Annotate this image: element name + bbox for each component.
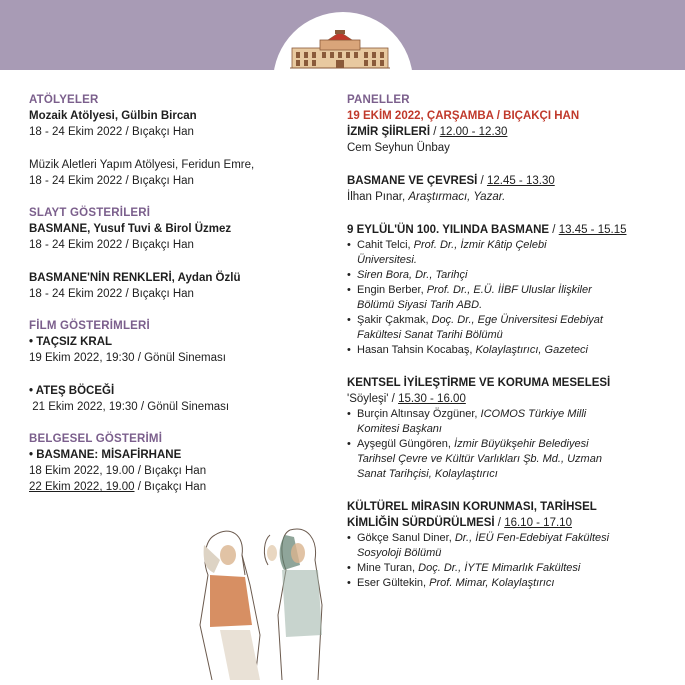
session-3-title: 9 EYLÜL'ÜN 100. YILINDA BASMANE (347, 224, 550, 236)
session-5-title-1: KÜLTÜREL MİRASIN KORUNMASI, TARİHSEL (347, 501, 597, 513)
speaker-berber: • Engin Berber, Prof. Dr., E.Ü. İİBF Uluslar İlişkiler Bölümü Siyasi Tarih ABD. (347, 284, 592, 311)
slayt-2-date: 18 - 24 Ekim 2022 / Bıçakçı Han (29, 288, 194, 300)
session-5-title-2: KİMLİĞİN SÜRDÜRÜLMESİ (347, 517, 495, 529)
session-4-sub: 'Söyleşi' / 15.30 - 16.00 (347, 393, 466, 405)
film-1-name: • TAÇSIZ KRAL (29, 336, 113, 348)
slayt-1-date: 18 - 24 Ekim 2022 / Bıçakçı Han (29, 239, 194, 251)
speaker-ozguner: • Burçin Altınsay Özgüner, ICOMOS Türkiye Milli Komitesi Başkanı (347, 408, 587, 435)
belgesel-date-2: 22 Ekim 2022, 19.00 / Bıçakçı Han (29, 481, 207, 493)
session-1-speaker: Cem Seyhun Ünbay (347, 142, 450, 154)
speaker-gungoren: • Ayşegül Güngören, İzmir Büyükşehir Belediyesi Tarihsel Çevre ve Kültür Varlıkları Şb. Md., Uzman Sanat Tarihçisi, Kolaylaştırıcı (347, 438, 602, 480)
session-3-time: 13.45 - 15.15 (558, 224, 627, 236)
speaker-telci: • Cahit Telci, Prof. Dr., İzmir Kâtip Çelebi Üniversitesi. (347, 239, 547, 266)
atolye-1-date: 18 - 24 Ekim 2022 / Bıçakçı Han (29, 126, 194, 138)
session-1: İZMİR ŞİİRLERİ / 12.00 - 12.30 Cem Seyhun Ünbay (347, 124, 667, 156)
belgesel-title: BELGESEL GÖSTERİMİ (29, 433, 163, 445)
slayt-2-name: BASMANE'NİN RENKLERİ, Aydan Özlü (29, 272, 241, 284)
slayt-1-name: BASMANE, Yusuf Tuvi & Birol Üzmez (29, 223, 232, 235)
speaker-cakmak: • Şakir Çakmak, Doç. Dr., Ege Üniversitesi Edebiyat Fakültesi Sanat Tarihi Bölümü (347, 314, 603, 341)
atolyeler-title: ATÖLYELER (29, 94, 99, 106)
speaker-turan: • Mine Turan, Doç. Dr., İYTE Mimarlık Fakültesi (347, 562, 581, 574)
session-3: 9 EYLÜL'ÜN 100. YILINDA BASMANE / 13.45 - 15.15 • Cahit Telci, Prof. Dr., İzmir Kâtip Çelebi Üniversitesi. • Siren Bora, Dr., Tarihçi • Engin Berber, Prof. Dr., E.Ü. İİBF Uluslar İlişkiler Bölümü Siyasi Tarih ABD. • Şakir Çakmak, Doç. Dr., Ege Üniversitesi Edebiyat Fakültesi Sanat Tarihi Bölümü • Hasan Tahsin Kocabaş, Kolaylaştırıcı, Gazeteci (347, 222, 667, 358)
session-1-title: İZMİR ŞİİRLERİ (347, 126, 431, 138)
film-2-name: • ATEŞ BÖCEĞİ (29, 385, 115, 397)
paneller-title: PANELLER (347, 94, 410, 106)
building-emblem-icon (290, 30, 390, 72)
film-section (29, 319, 329, 415)
belgesel-name: • BASMANE: MİSAFİRHANE (29, 449, 182, 461)
session-5: KÜLTÜREL MİRASIN KORUNMASI, TARİHSEL KİMLİĞİN SÜRDÜRÜLMESİ / 16.10 - 17.10 • Gökçe Sanul Diner, Dr., İEÜ Fen-Edebiyat Fakültesi Sosyoloji Bölümü • Mine Turan, Doç. Dr., İYTE Mimarlık Fakültesi • Eser Gültekin, Prof. Mimar, Kolaylaştırıcı (347, 499, 667, 591)
atolye-1-name: Mozaik Atölyesi, Gülbin Bircan (29, 110, 197, 122)
atolyeler-section (29, 93, 329, 189)
film-1-date: 19 Ekim 2022, 19:30 / Gönül Sineması (29, 352, 226, 364)
belgesel-date-1: 18 Ekim 2022, 19.00 / Bıçakçı Han (29, 465, 207, 477)
speaker-kocabas: • Hasan Tahsin Kocabaş, Kolaylaştırıcı, Gazeteci (347, 344, 588, 356)
panel-date-place: 19 EKİM 2022, ÇARŞAMBA / BIÇAKÇI HAN (347, 110, 580, 122)
right-column (347, 93, 667, 591)
session-2-speaker: İlhan Pınar, Araştırmacı, Yazar. (347, 191, 506, 203)
film-2-date: 21 Ekim 2022, 19:30 / Gönül Sineması (32, 401, 230, 413)
session-1-time: 12.00 - 12.30 (439, 126, 508, 138)
slayt-section (29, 206, 329, 302)
speaker-diner: • Gökçe Sanul Diner, Dr., İEÜ Fen-Edebiyat Fakültesi Sosyoloji Bölümü (347, 532, 610, 559)
slayt-title: SLAYT GÖSTERİLERİ (29, 207, 151, 219)
session-4 (347, 375, 667, 482)
belgesel-section (29, 432, 329, 495)
left-column (29, 93, 329, 495)
session-2-title: BASMANE VE ÇEVRESİ (347, 175, 478, 187)
women-sketch-illustration (190, 515, 340, 680)
session-4-time: 15.30 - 16.00 (398, 393, 466, 405)
atolye-2-name: Müzik Aletleri Yapım Atölyesi, Feridun Emre, (29, 159, 255, 171)
session-4-title: KENTSEL İYİLEŞTİRME VE KORUMA MESELESİ (347, 377, 611, 389)
film-title: FİLM GÖSTERİMLERİ (29, 320, 150, 332)
speaker-bora: • Siren Bora, Dr., Tarihçi (347, 269, 468, 281)
speaker-gultekin: • Eser Gültekin, Prof. Mimar, Kolaylaştırıcı (347, 577, 555, 589)
session-5-time: 16.10 - 17.10 (504, 517, 572, 529)
atolye-2-date: 18 - 24 Ekim 2022 / Bıçakçı Han (29, 175, 194, 187)
session-2: BASMANE VE ÇEVRESİ / 12.45 - 13.30 İlhan Pınar, Araştırmacı, Yazar. (347, 173, 667, 205)
session-2-time: 12.45 - 13.30 (486, 175, 555, 187)
